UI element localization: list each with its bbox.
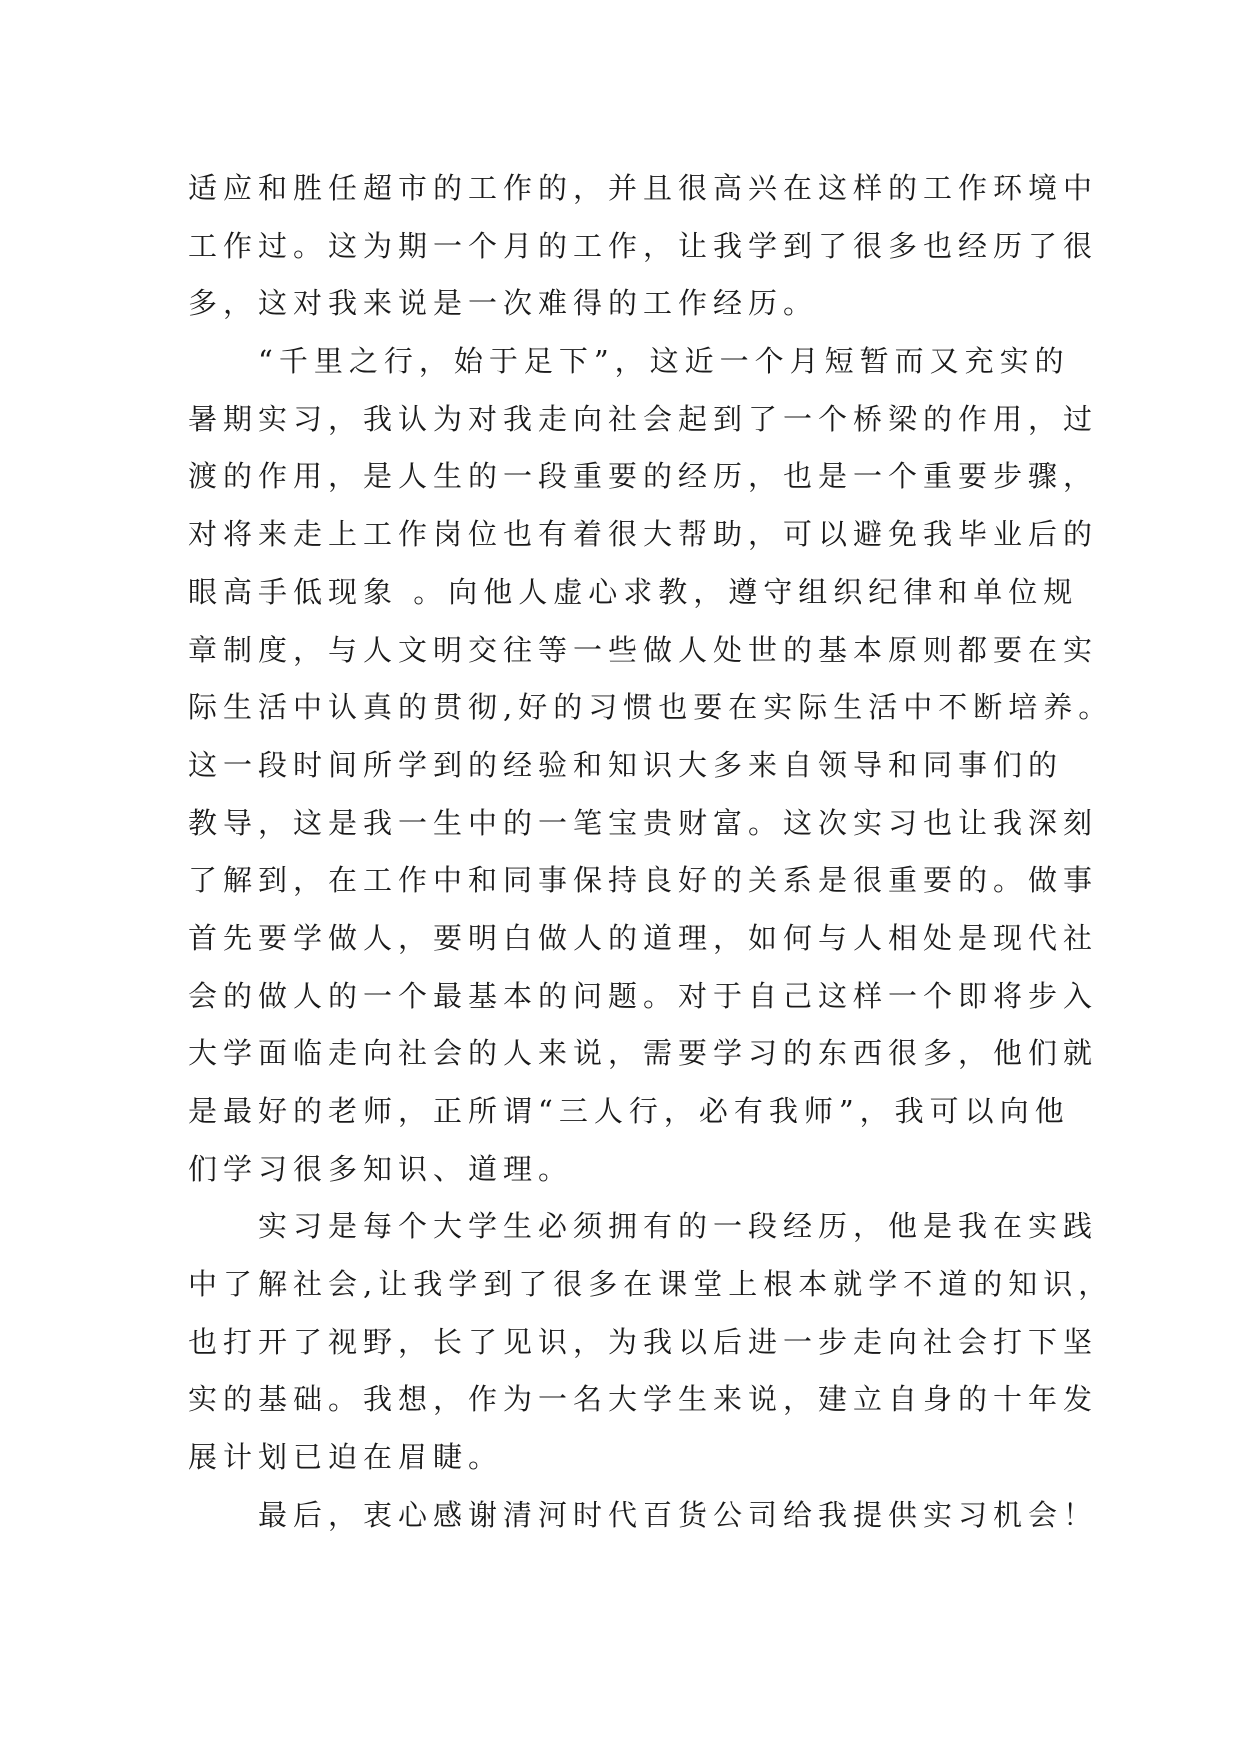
paragraph [188, 333, 1114, 1198]
text-line: 暑期实习，我认为对我走向社会起到了一个桥梁的作用，过 [188, 401, 1099, 436]
text-line: 们学习很多知识、道理。 [188, 1151, 574, 1186]
text-line: 是最好的老师，正所谓“三人行，必有我师”，我可以向他 [188, 1094, 1070, 1128]
text-line: 展计划已迫在眉睫。 [188, 1440, 504, 1475]
text-line: 渡的作用，是人生的一段重要的经历，也是一个重要步骤， [188, 459, 1099, 494]
text-line: 中了解社会,让我学到了很多在课堂上根本就学不道的知识， [188, 1267, 1114, 1302]
document-body [188, 160, 1114, 1545]
text-line: 眼高手低现象 。向他人虚心求教，遵守组织纪律和单位规 [188, 574, 1079, 609]
text-line: 首先要学做人，要明白做人的道理，如何与人相处是现代社 [188, 920, 1099, 955]
text-line: 会的做人的一个最基本的问题。对于自己这样一个即将步入 [188, 978, 1099, 1013]
text-line: 教导，这是我一生中的一笔宝贵财富。这次实习也让我深刻 [188, 805, 1099, 840]
text-line: 实的基础。我想，作为一名大学生来说，建立自身的十年发 [188, 1382, 1099, 1417]
text-line: 工作过。这为期一个月的工作，让我学到了很多也经历了很 [188, 228, 1099, 263]
text-line: 也打开了视野，长了见识，为我以后进一步走向社会打下坚 [188, 1324, 1099, 1359]
text-line: 大学面临走向社会的人来说，需要学习的东西很多，他们就 [188, 1036, 1099, 1071]
text-line: “千里之行，始于足下”，这近一个月短暂而又充实的 [258, 344, 1070, 379]
text-line: 多，这对我来说是一次难得的工作经历。 [188, 286, 819, 321]
text-line: 实习是每个大学生必须拥有的一段经历，他是我在实践 [258, 1209, 1099, 1244]
text-line: 章制度，与人文明交往等一些做人处世的基本原则都要在实 [188, 632, 1099, 667]
text-line: 际生活中认真的贯彻,好的习惯也要在实际生活中不断培养。 [188, 690, 1114, 725]
text-line: 对将来走上工作岗位也有着很大帮助，可以避免我毕业后的 [188, 517, 1099, 552]
text-line: 适应和胜任超市的工作的，并且很高兴在这样的工作环境中 [188, 171, 1099, 205]
paragraph [188, 1487, 1099, 1545]
paragraph [188, 160, 1099, 333]
paragraph [188, 1198, 1114, 1486]
text-line: 最后，衷心感谢清河时代百货公司给我提供实习机会！ [258, 1497, 1099, 1532]
text-line: 了解到，在工作中和同事保持良好的关系是很重要的。做事 [188, 863, 1099, 898]
text-line: 这一段时间所学到的经验和知识大多来自领导和同事们的 [188, 747, 1064, 782]
